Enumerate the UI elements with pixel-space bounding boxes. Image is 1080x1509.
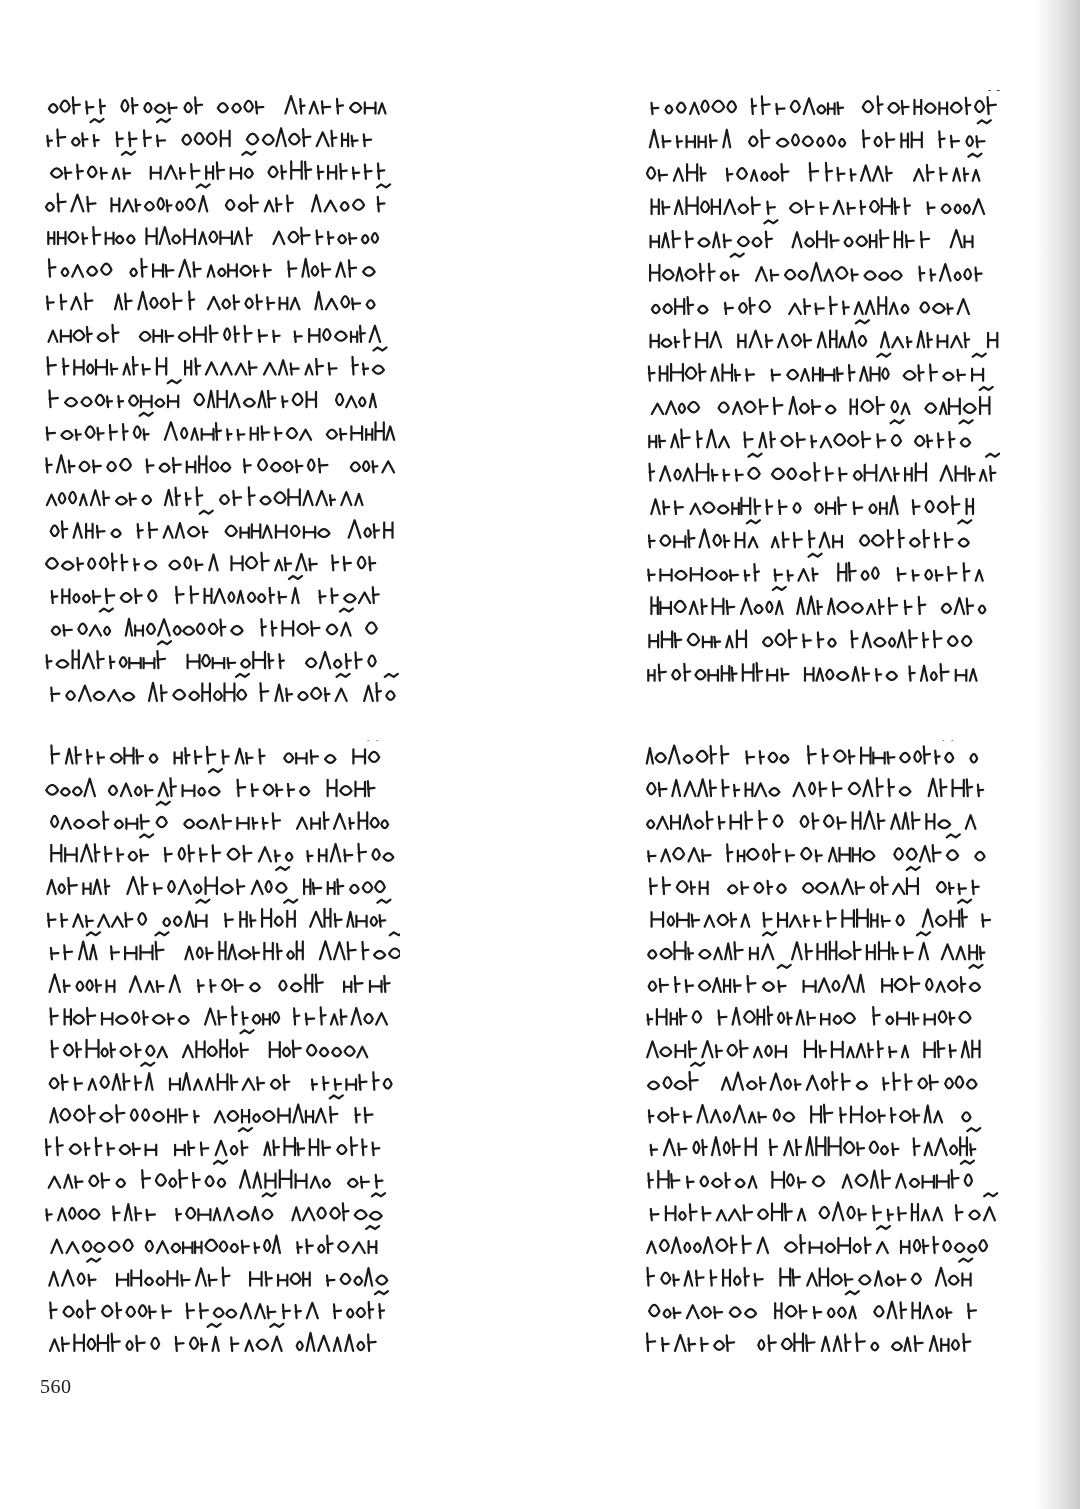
manuscript-line-strokes	[51, 834, 393, 861]
manuscript-line	[51, 802, 388, 829]
manuscript-line-strokes	[52, 609, 377, 636]
manuscript-line-strokes	[49, 96, 386, 113]
manuscript-line-strokes	[50, 380, 376, 407]
manuscript-line	[648, 1063, 977, 1090]
manuscript-line	[49, 96, 386, 113]
manuscript-line-strokes	[652, 297, 969, 314]
manuscript-line	[650, 254, 981, 281]
manuscript-line-strokes	[648, 1259, 973, 1286]
manuscript-line	[50, 1095, 372, 1122]
manuscript-line-strokes	[46, 455, 394, 472]
manuscript-line	[51, 511, 393, 538]
manuscript-line-strokes	[51, 932, 400, 959]
manuscript-line	[652, 297, 969, 314]
manuscript-line-strokes	[648, 663, 976, 681]
manuscript-line	[50, 974, 390, 992]
manuscript-line	[48, 227, 378, 244]
manuscript-line-strokes	[49, 1259, 387, 1286]
manuscript-line	[651, 496, 973, 514]
manuscript-line-strokes	[648, 554, 982, 581]
manuscript-line	[652, 90, 1001, 114]
manuscript-line	[652, 387, 993, 414]
manuscript-line-strokes	[52, 1030, 368, 1057]
manuscript-line-strokes	[652, 900, 990, 927]
manuscript-line	[47, 413, 394, 440]
page-number: 560	[40, 1376, 72, 1398]
manuscript-line-strokes	[649, 630, 971, 647]
manuscript-line-strokes	[51, 740, 381, 764]
manuscript-line-strokes	[648, 834, 984, 861]
manuscript-line-strokes	[49, 1161, 383, 1188]
manuscript-line	[648, 1007, 971, 1025]
manuscript-line	[51, 932, 400, 959]
manuscript-line-strokes	[652, 90, 1001, 114]
manuscript-line-strokes	[649, 354, 986, 381]
manuscript-line-strokes	[647, 778, 983, 796]
handwritten-text-top-left	[40, 90, 400, 710]
page-edge-shadow	[1034, 0, 1080, 1509]
manuscript-line-strokes	[49, 259, 375, 277]
manuscript-line	[46, 553, 375, 571]
manuscript-line	[49, 1161, 383, 1188]
manuscript-line	[649, 630, 971, 647]
manuscript-line	[648, 554, 982, 581]
manuscript-line	[47, 867, 384, 894]
manuscript-line	[648, 1161, 974, 1188]
manuscript-line	[49, 259, 375, 277]
manuscript-line	[647, 811, 975, 829]
manuscript-line-strokes	[649, 965, 983, 992]
manuscript-line-strokes	[651, 1128, 981, 1155]
manuscript-line-strokes	[46, 1193, 385, 1220]
manuscript-line	[52, 609, 377, 636]
manuscript-line-strokes	[47, 641, 376, 668]
manuscript-line	[51, 1007, 387, 1025]
manuscript-block-bottom-left	[40, 740, 400, 1360]
manuscript-line-strokes	[51, 802, 388, 829]
manuscript-line-strokes	[48, 900, 390, 927]
manuscript-line-strokes	[647, 1226, 987, 1253]
manuscript-line	[648, 834, 984, 861]
manuscript-line	[51, 834, 393, 861]
manuscript-line	[52, 1030, 368, 1057]
handwritten-text-bottom-left	[40, 740, 400, 1360]
manuscript-line	[648, 932, 984, 959]
manuscript-line-strokes	[649, 1105, 971, 1123]
manuscript-line	[651, 587, 985, 614]
manuscript-line-strokes	[51, 674, 398, 701]
manuscript-line	[51, 1226, 379, 1253]
manuscript-block-top-left	[40, 90, 400, 710]
manuscript-line-strokes	[50, 1095, 372, 1122]
manuscript-line	[649, 1291, 976, 1318]
manuscript-line-strokes	[648, 1007, 971, 1025]
manuscript-line-strokes	[50, 1063, 392, 1090]
manuscript-line	[47, 292, 375, 310]
manuscript-line-strokes	[50, 1291, 388, 1318]
manuscript-line	[652, 900, 990, 927]
manuscript-line	[651, 1128, 981, 1155]
manuscript-line	[51, 674, 398, 701]
manuscript-line-strokes	[647, 1333, 970, 1351]
manuscript-line	[647, 1226, 987, 1253]
manuscript-line	[50, 380, 376, 407]
manuscript-line-strokes	[47, 413, 394, 440]
manuscript-line	[648, 663, 976, 681]
manuscript-line	[647, 778, 983, 796]
manuscript-line-strokes	[652, 387, 993, 414]
manuscript-line	[48, 348, 387, 375]
manuscript-line-strokes	[46, 184, 390, 211]
manuscript-line	[50, 1063, 392, 1090]
manuscript-line-strokes	[651, 220, 973, 247]
handwritten-text-bottom-right	[640, 740, 1000, 1360]
manuscript-line-strokes	[48, 227, 378, 244]
manuscript-line	[46, 184, 390, 211]
manuscript-line-strokes	[48, 348, 387, 375]
manuscript-line-strokes	[648, 1063, 977, 1090]
manuscript-line-strokes	[47, 867, 384, 894]
manuscript-line	[50, 1324, 376, 1351]
manuscript-line	[51, 152, 384, 179]
manuscript-line-strokes	[47, 119, 371, 146]
manuscript-line-strokes	[52, 576, 379, 603]
manuscript-line	[47, 487, 363, 505]
manuscript-line	[650, 120, 991, 147]
manuscript-line	[49, 325, 381, 342]
manuscript-line-strokes	[651, 587, 985, 614]
manuscript-line-strokes	[647, 154, 981, 181]
manuscript-line-strokes	[648, 1161, 974, 1188]
manuscript-line-strokes	[51, 1226, 379, 1253]
manuscript-line-strokes	[651, 1193, 997, 1220]
manuscript-line	[649, 354, 986, 381]
manuscript-line	[649, 520, 971, 547]
manuscript-line-strokes	[51, 1007, 387, 1025]
manuscript-line-strokes	[649, 1291, 976, 1318]
manuscript-line-strokes	[651, 320, 998, 347]
manuscript-line-strokes	[51, 152, 384, 179]
manuscript-line-strokes	[647, 811, 975, 829]
manuscript-line	[647, 740, 977, 764]
manuscript-line	[649, 965, 983, 992]
manuscript-line-strokes	[51, 511, 393, 538]
manuscript-line-strokes	[46, 553, 375, 571]
manuscript-line	[46, 455, 394, 472]
manuscript-line	[649, 1105, 971, 1123]
manuscript-line-strokes	[50, 1324, 376, 1351]
manuscript-line	[50, 1291, 388, 1318]
manuscript-line-strokes	[648, 932, 984, 959]
manuscript-line	[52, 576, 379, 603]
manuscript-line	[51, 740, 381, 764]
manuscript-line	[48, 900, 390, 927]
manuscript-line-strokes	[50, 974, 390, 992]
manuscript-line-strokes	[651, 496, 973, 514]
manuscript-line-strokes	[47, 487, 363, 505]
manuscript-line-strokes	[649, 420, 972, 447]
manuscript-line	[650, 454, 1000, 481]
manuscript-line	[650, 867, 979, 894]
manuscript-line	[651, 320, 998, 347]
manuscript-line	[46, 769, 374, 796]
manuscript-line	[647, 154, 981, 181]
manuscript-line-strokes	[652, 197, 985, 214]
manuscript-line-strokes	[647, 1041, 979, 1058]
manuscript-line	[651, 1193, 997, 1220]
manuscript-line	[647, 1333, 970, 1351]
manuscript-line-strokes	[46, 1128, 379, 1155]
manuscript-line	[649, 420, 972, 447]
manuscript-block-bottom-right	[640, 740, 1000, 1360]
manuscript-line-strokes	[650, 254, 981, 281]
manuscript-line	[47, 641, 376, 668]
manuscript-line	[651, 220, 973, 247]
manuscript-block-top-right	[640, 90, 1000, 690]
manuscript-line-strokes	[49, 325, 381, 342]
manuscript-line	[648, 1259, 973, 1286]
manuscript-line	[47, 119, 371, 146]
manuscript-line-strokes	[650, 867, 979, 894]
handwritten-text-top-right	[640, 90, 1000, 690]
manuscript-line-strokes	[46, 769, 374, 796]
manuscript-line	[46, 1128, 379, 1155]
manuscript-line-strokes	[650, 120, 991, 147]
manuscript-line	[652, 197, 985, 214]
manuscript-line	[46, 1193, 385, 1220]
manuscript-line-strokes	[650, 454, 1000, 481]
manuscript-line	[49, 1259, 387, 1286]
manuscript-line-strokes	[647, 740, 977, 764]
manuscript-line-strokes	[649, 520, 971, 547]
manuscript-line	[647, 1041, 979, 1058]
manuscript-line-strokes	[47, 292, 375, 310]
